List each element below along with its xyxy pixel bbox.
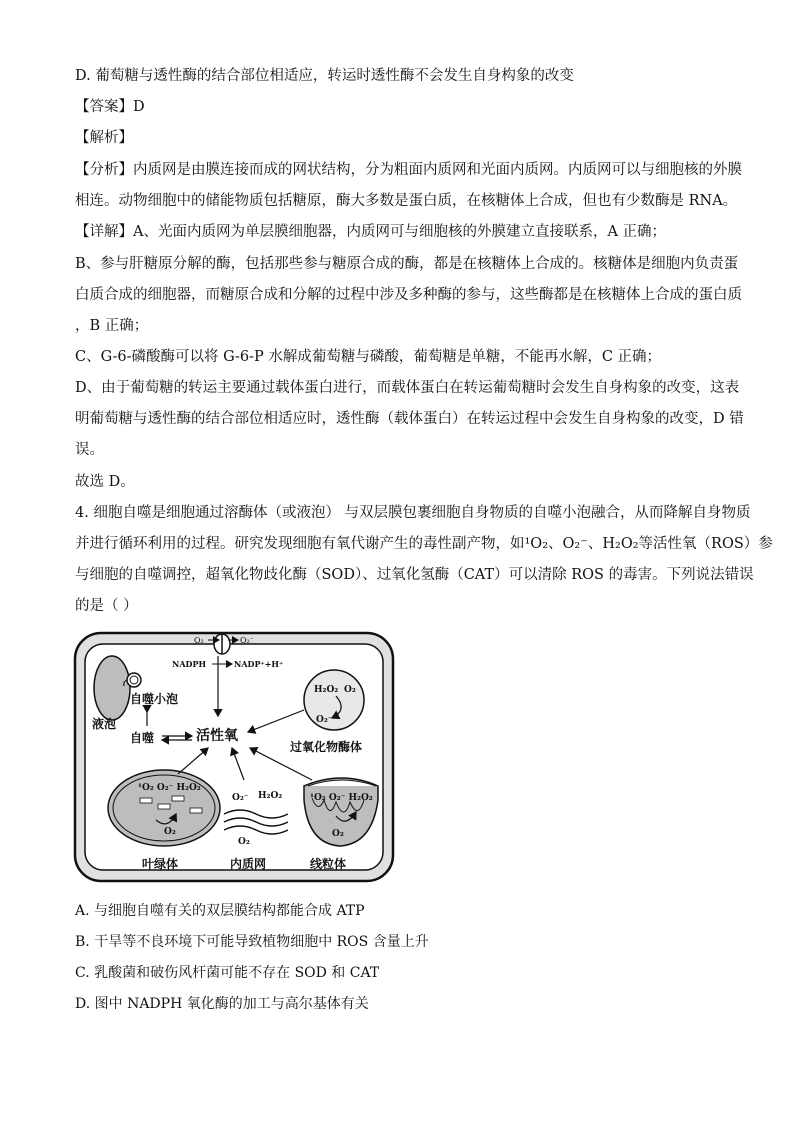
mitochondrion-label: 线粒体 [310, 857, 347, 871]
peroxisome-shape [304, 670, 364, 730]
question4-line-4: 的是（ ） [75, 598, 138, 614]
option-b: B. 干旱等不良环境下可能导致植物细胞中 ROS 含量上升 [75, 934, 429, 950]
option-c: C. 乳酸菌和破伤风杆菌可能不存在 SOD 和 CAT [75, 965, 380, 981]
svg-text:O₂⁻: O₂⁻ [316, 715, 333, 725]
detail-line-8: 误。 [75, 442, 104, 458]
option-d: D. 图中 NADPH 氧化酶的加工与高尔基体有关 [75, 996, 369, 1012]
ros-label: 活性氧 [196, 728, 238, 744]
option-a: A. 与细胞自噬有关的双层膜结构都能合成 ATP [75, 903, 365, 919]
vesicle-label: 自噬小泡 [130, 692, 179, 706]
svg-text:H₂O₂: H₂O₂ [258, 791, 283, 801]
vacuole-shape [94, 656, 130, 720]
question4-line-3: 与细胞的自噬调控，超氧化物歧化酶（SOD）、过氧化氢酶（CAT）可以清除 ROS 的毒害。下列说法错误 [75, 567, 754, 583]
svg-text:H₂O₂: H₂O₂ [314, 685, 339, 695]
detail-line-7: 明葡萄糖与透性酶的结合部位相适应时，透性酶（载体蛋白）在转运过程中会发生自身构象的改变，D 错 [75, 411, 744, 427]
question4-line-2: 并进行循环利用的过程。研究发现细胞有氧代谢产生的毒性副产物，如¹O₂、O₂⁻、H₂O₂等活性氧（ROS）参 [75, 536, 773, 552]
svg-text:O₂: O₂ [332, 829, 344, 839]
detail-line-4: ，B 正确； [75, 318, 149, 334]
svg-text:O₂: O₂ [344, 685, 356, 695]
svg-text:O₂⁻: O₂⁻ [232, 793, 249, 803]
nadph-label: NADPH [172, 659, 207, 669]
svg-text:¹O₂ O₂⁻ H₂O₂: ¹O₂ O₂⁻ H₂O₂ [310, 793, 373, 803]
detail-line-2: B、参与肝糖原分解的酶，包括那些参与糖原合成的酶，都是在核糖体上合成的。核糖体是细胞内负责蛋 [75, 256, 739, 272]
analysis-line-1: 【分析】内质网是由膜连接而成的网状结构，分为粗面内质网和光面内质网。内质网可以与细胞核的外膜 [75, 162, 742, 178]
autophagy-label: 自噬 [130, 731, 155, 745]
svg-text:¹O₂ O₂⁻ H₂O₂: ¹O₂ O₂⁻ H₂O₂ [138, 783, 201, 793]
detail-line-6: D、由于葡萄糖的转运主要通过载体蛋白进行，而载体蛋白在转运葡萄糖时会发生自身构象的改变，这表 [75, 380, 740, 396]
conclusion: 故选 D。 [75, 474, 135, 490]
analysis-line-2: 相连。动物细胞中的储能物质包括糖原，酶大多数是蛋白质，在核糖体上合成，但也有少数酶是 RNA。 [75, 193, 738, 209]
analysis-label: 【解析】 [75, 130, 133, 146]
peroxisome-label: 过氧化物酶体 [290, 740, 363, 754]
chloroplast-label: 叶绿体 [142, 857, 179, 871]
vacuole-label: 液泡 [92, 717, 117, 731]
nadp-label: NADP⁺+H⁺ [234, 659, 284, 669]
er-label: 内质网 [230, 857, 267, 871]
detail-line-3: 白质合成的细胞器，而糖原合成和分解的过程中涉及多种酶的参与，这些酶都是在核糖体上合成的蛋白质 [75, 287, 742, 303]
svg-text:O₂: O₂ [164, 827, 176, 837]
detail-line-1: 【详解】A、光面内质网为单层膜细胞器，内质网可与细胞核的外膜建立直接联系，A 正确； [75, 224, 667, 240]
svg-text:O₂: O₂ [238, 837, 250, 847]
answer-label: 【答案】D [75, 99, 145, 115]
option-d-previous: D. 葡萄糖与透性酶的结合部位相适应，转运时透性酶不会发生自身构象的改变 [75, 68, 574, 84]
question4-line-1: 4. 细胞自噬是细胞通过溶酶体（或液泡） 与双层膜包裹细胞自身物质的自噬小泡融合，从而降解自身物质 [75, 505, 751, 521]
membrane-o2-minus: O₂⁻ [240, 636, 254, 645]
detail-line-5: C、G-6-磷酸酶可以将 G-6-P 水解成葡萄糖与磷酸，葡萄糖是单糖，不能再水解，C 正确； [75, 349, 662, 365]
cell-diagram [72, 630, 396, 884]
membrane-o2: O₂ [194, 636, 204, 645]
